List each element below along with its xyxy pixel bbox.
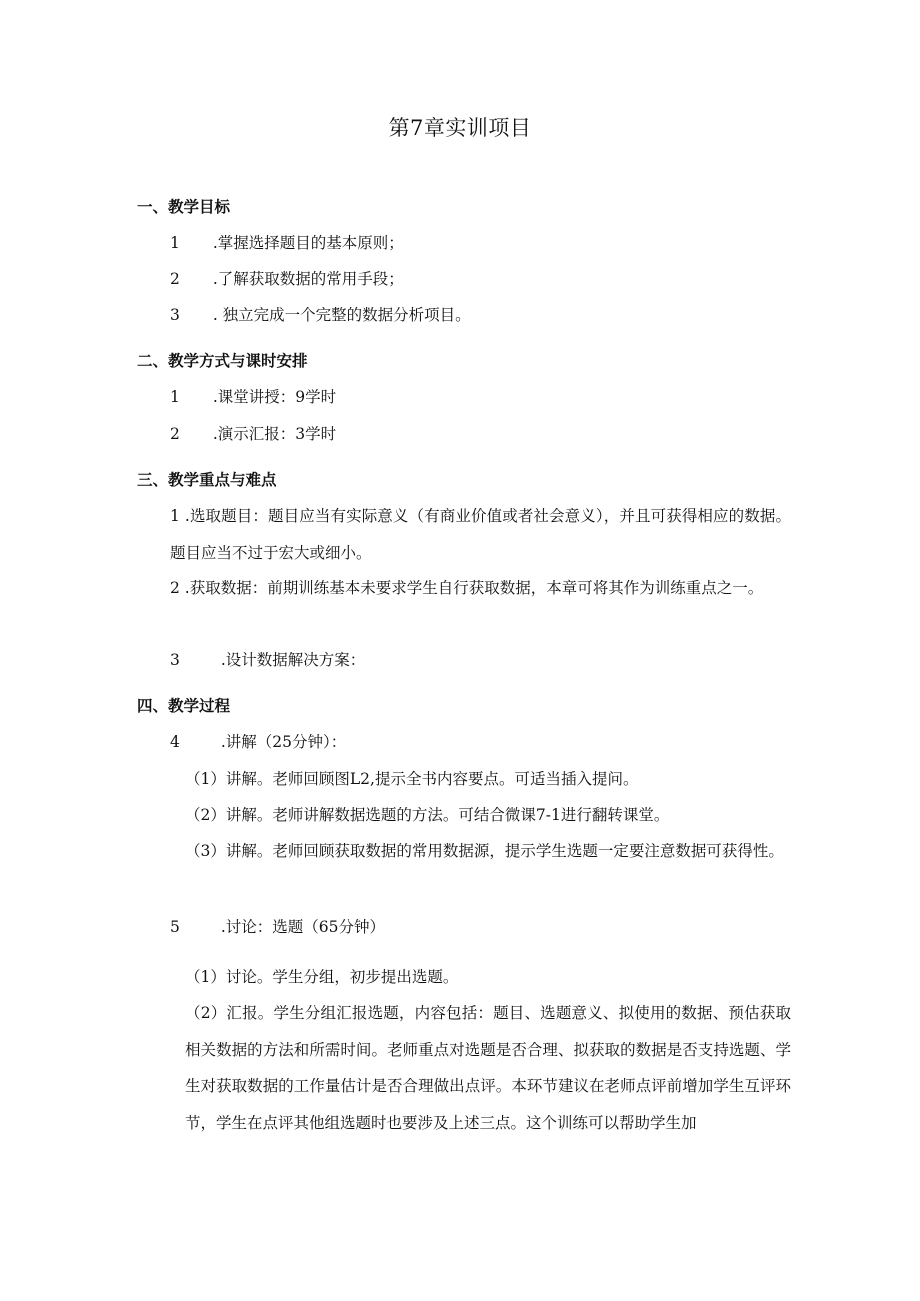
paragraph	[137, 833, 791, 870]
sub-item: （1）讲解。老师回顾图L2,提示全书内容要点。可适当插入提问。	[185, 770, 639, 788]
item-text: . 独立完成一个完整的数据分析项目。	[212, 306, 471, 324]
list-item	[170, 916, 385, 938]
section-heading-key-points: 三、教学重点与难点	[137, 471, 277, 489]
list-item	[170, 649, 365, 671]
item-number: 2	[170, 270, 180, 288]
list-item	[170, 731, 346, 753]
section-heading-process: 四、教学过程	[137, 697, 231, 715]
paragraph	[137, 498, 791, 571]
sub-item: （1）讨论。学生分组，初步提出选题。	[185, 968, 459, 986]
paragraph-text: 1 .选取题目：题目应当有实际意义（有商业价值或者社会意义），并且可获得相应的数据。题目应当不过于宏大或细小。	[170, 507, 791, 562]
item-text: .演示汇报：3学时	[212, 425, 337, 443]
section-heading-teaching-method: 二、教学方式与课时安排	[137, 352, 308, 370]
list-item	[170, 423, 336, 445]
item-number: 3	[170, 306, 180, 324]
item-number: 4	[170, 733, 180, 751]
item-number: 2	[170, 425, 180, 443]
list-item	[170, 268, 404, 290]
item-text: .了解获取数据的常用手段；	[212, 270, 404, 288]
page-title: 第7章实训项目	[388, 116, 532, 140]
item-number: 1	[170, 234, 180, 252]
section-heading-objectives: 一、教学目标	[137, 198, 231, 216]
item-text: .掌握选择题目的基本原则；	[212, 234, 404, 252]
item-text: .设计数据解决方案：	[220, 651, 366, 669]
item-text: .讨论：选题（65分钟）	[220, 918, 385, 936]
list-item	[170, 232, 404, 254]
paragraph	[137, 570, 791, 607]
list-item	[170, 386, 336, 408]
item-text: .课堂讲授：9学时	[212, 388, 337, 406]
item-number: 1	[170, 388, 180, 406]
item-number: 5	[170, 918, 180, 936]
paragraph-text: （2）汇报。学生分组汇报选题，内容包括：题目、选题意义、拟使用的数据、预估获取相关数据的方法和所需时间。老师重点对选题是否合理、拟获取的数据是否支持选题、学生对获取数据的工作量估计是否合理做出点评。本环节建议在老师点评前增加学生互评环节，学生在点评其他组选题时也要涉及上述三点。这个训练可以帮助学生加	[185, 1004, 791, 1132]
paragraph	[137, 995, 791, 1141]
item-text: .讲解（25分钟）：	[220, 733, 347, 751]
paragraph-text: 2 .获取数据：前期训练基本未要求学生自行获取数据，本章可将其作为训练重点之一。	[170, 579, 764, 597]
item-number: 3	[170, 651, 180, 669]
sub-item: （2）讲解。老师讲解数据选题的方法。可结合微课7-1进行翻转课堂。	[185, 806, 670, 824]
list-item	[170, 304, 471, 326]
paragraph-text: （3）讲解。老师回顾获取数据的常用数据源，提示学生选题一定要注意数据可获得性。	[185, 842, 784, 860]
